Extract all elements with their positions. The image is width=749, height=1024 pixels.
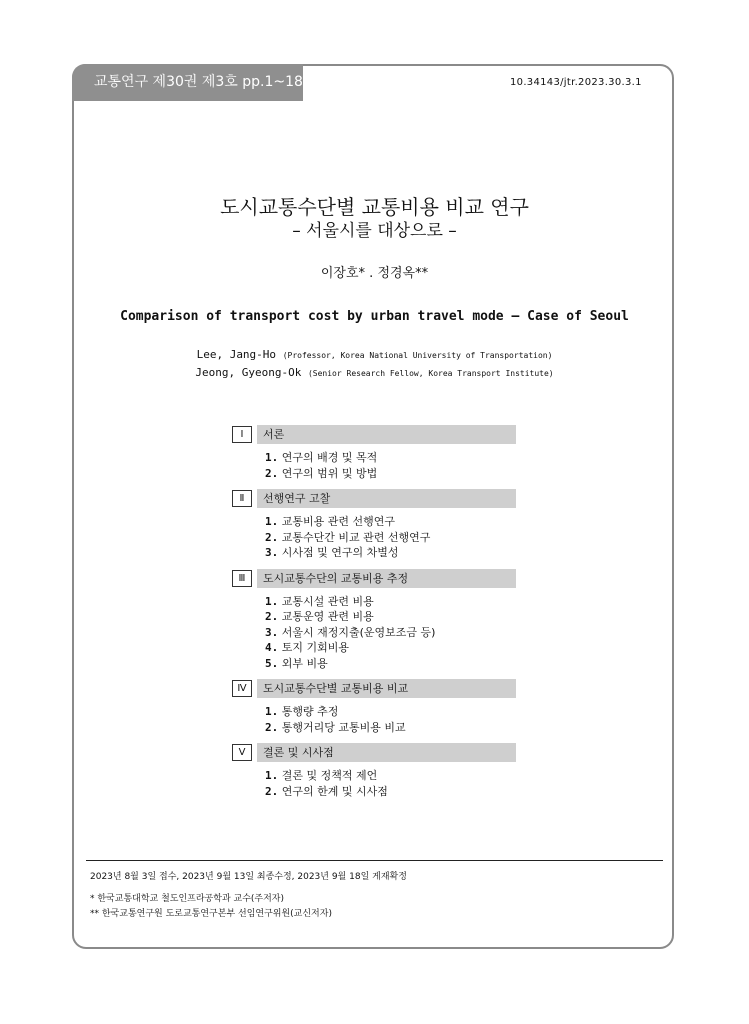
korean-subtitle: – 서울시를 대상으로 –: [292, 221, 457, 241]
korean-authors: 이장호* . 정경옥**: [320, 266, 429, 281]
toc-item: 2. 연구의 범위 및 방법: [265, 466, 378, 480]
toc-section: [232, 569, 516, 672]
section-title: 선행연구 고찰: [257, 489, 516, 508]
english-author-2: [0, 366, 749, 379]
toc-item: 2. 교통수단간 비교 관련 선행연구: [265, 530, 431, 544]
toc-item: 1. 통행량 추정: [265, 705, 339, 718]
author-affiliation: (Professor, Korea National University of Transportation): [282, 351, 553, 360]
section-title: 서론: [257, 425, 516, 444]
toc-item: 1. 교통시설 관련 비용: [265, 594, 374, 608]
doi: 10.34143/jtr.2023.30.3.1: [510, 77, 642, 88]
footnote-author-1: * 한국교통대학교 철도인프라공학과 교수(주저자): [90, 894, 284, 904]
author-name: Lee, Jang-Ho: [196, 348, 277, 361]
section-numeral: Ⅲ: [232, 570, 252, 587]
toc-item: 5. 외부 비용: [265, 656, 328, 670]
toc-section: [232, 425, 516, 481]
author-affiliation: (Senior Research Fellow, Korea Transport Institute): [307, 369, 554, 378]
section-numeral: Ⅴ: [232, 744, 252, 761]
section-title: 도시교통수단의 교통비용 추정: [257, 569, 516, 588]
english-author-1: [0, 348, 749, 361]
footer-rule: [86, 860, 663, 861]
toc-item: 2. 통행거리당 교통비용 비교: [265, 720, 406, 734]
footnote-author-2: ** 한국교통연구원 도로교통연구본부 선임연구위원(교신저자): [90, 909, 332, 919]
section-title: 도시교통수단별 교통비용 비교: [257, 679, 516, 698]
toc-item: 4. 토지 기회비용: [265, 641, 350, 654]
submission-dates: 2023년 8월 3일 접수, 2023년 9월 13일 최종수정, 2023년 9월 18일 게재확정: [90, 872, 407, 882]
toc-item: 3. 서울시 재정지출(운영보조금 등): [265, 625, 436, 639]
journal-tag: 교통연구 제30권 제3호 pp.1~18: [72, 64, 303, 101]
english-title: Comparison of transport cost by urban travel mode – Case of Seoul: [120, 309, 629, 324]
toc-item: 1. 연구의 배경 및 목적: [265, 451, 378, 464]
toc-item: 1. 교통비용 관련 선행연구: [265, 515, 396, 528]
toc-item: 1. 결론 및 정책적 제언: [265, 769, 378, 782]
author-name: Jeong, Gyeong-Ok: [195, 366, 302, 379]
toc-item: 3. 시사점 및 연구의 차별성: [265, 546, 399, 559]
section-numeral: Ⅳ: [232, 680, 252, 697]
toc-item: 2. 연구의 한계 및 시사점: [265, 784, 388, 798]
toc-section: [232, 679, 516, 735]
toc-section: [232, 489, 516, 561]
section-numeral: Ⅰ: [232, 426, 252, 443]
table-of-contents: [232, 425, 516, 807]
toc-section: [232, 743, 516, 799]
section-title: 결론 및 시사점: [257, 743, 516, 762]
section-numeral: Ⅱ: [232, 490, 252, 507]
korean-title: 도시교통수단별 교통비용 비교 연구: [220, 195, 529, 219]
toc-item: 2. 교통운영 관련 비용: [265, 610, 374, 623]
